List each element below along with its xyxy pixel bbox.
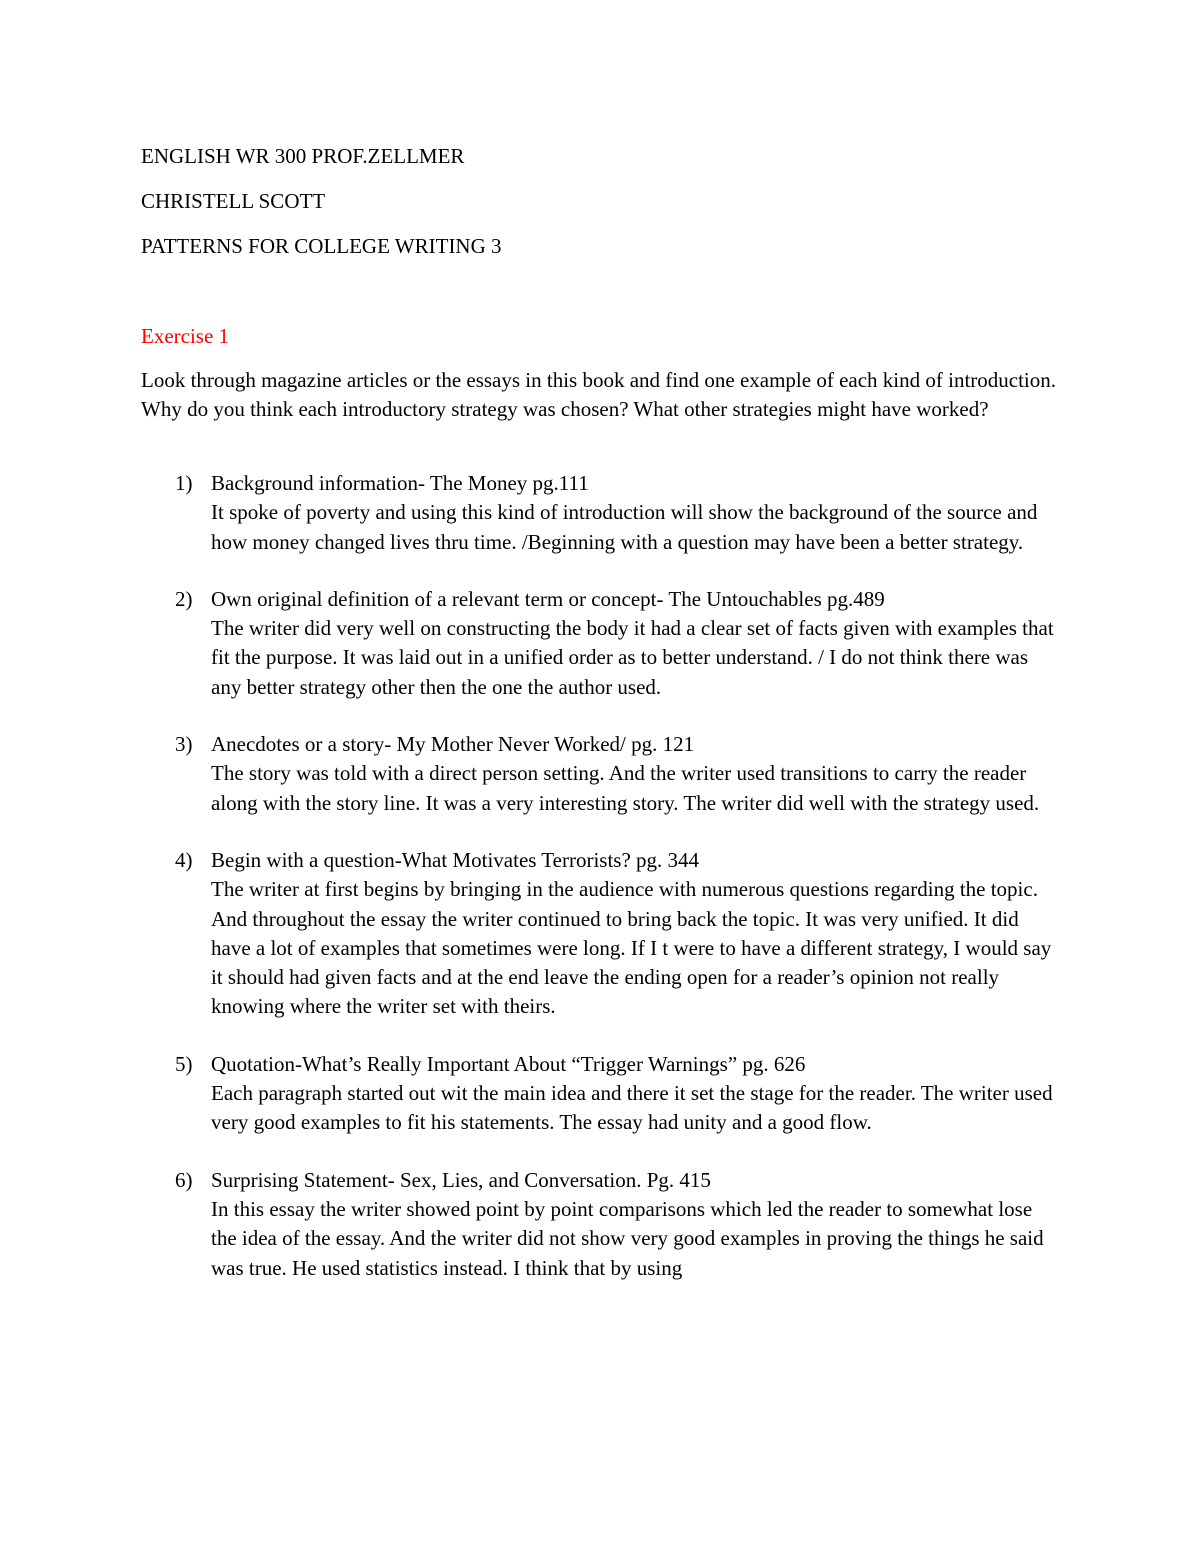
item-number: 4) bbox=[175, 847, 193, 872]
item-body: In this essay the writer showed point by point comparisons which led the reader to somewhat lose the idea of the essay. And the writer did not show very good examples in proving the things he said was true. He used statistics instead. I think that by using bbox=[211, 1196, 1044, 1280]
item-number: 1) bbox=[175, 471, 193, 495]
list-item bbox=[141, 585, 1061, 702]
item-heading: Quotation-What’s Really Important About “Trigger Warnings” pg. 626 bbox=[211, 1051, 806, 1076]
course-header: ENGLISH WR 300 PROF.ZELLMER bbox=[141, 144, 465, 168]
item-heading: Background information- The Money pg.111 bbox=[211, 471, 589, 495]
exercise-title: Exercise 1 bbox=[141, 324, 230, 348]
list-item bbox=[141, 1166, 1061, 1283]
item-number: 5) bbox=[175, 1051, 193, 1076]
item-number: 3) bbox=[175, 732, 193, 757]
item-heading: Begin with a question-What Motivates Terrorists? pg. 344 bbox=[211, 847, 700, 872]
item-body: The writer did very well on constructing the body it had a clear set of facts given with examples that fit the purpose. It was laid out in a unified order as to better understand. / I do not think there was any better strategy other then the one the author used. bbox=[211, 616, 1054, 699]
item-heading: Surprising Statement- Sex, Lies, and Conversation. Pg. 415 bbox=[211, 1167, 711, 1192]
list-item bbox=[141, 469, 1061, 557]
student-name: CHRISTELL SCOTT bbox=[141, 189, 326, 213]
item-heading: Own original definition of a relevant term or concept- The Untouchables pg.489 bbox=[211, 586, 885, 611]
item-body: The story was told with a direct person setting. And the writer used transitions to carry the reader along with the story line. It was a very interesting story. The writer did well with the strategy used. bbox=[211, 761, 1040, 815]
answer-list bbox=[141, 469, 1061, 1311]
item-number: 6) bbox=[175, 1167, 193, 1192]
list-item bbox=[141, 846, 1061, 1022]
item-body: It spoke of poverty and using this kind of introduction will show the background of the source and how money changed lives thru time. /Beginning with a question may have been a better strategy. bbox=[211, 500, 1038, 554]
item-body: The writer at first begins by bringing in the audience with numerous questions regarding the topic. And throughout the essay the writer continued to bring back the topic. It was very unified. It did have a lot of examples that sometimes were long. If I t were to have a different strategy, I would say it should had given facts and at the end leave the ending open for a reader’s opinion not really knowing where the writer set with theirs. bbox=[211, 877, 1052, 1019]
item-number: 2) bbox=[175, 586, 193, 611]
item-heading: Anecdotes or a story- My Mother Never Worked/ pg. 121 bbox=[211, 732, 695, 757]
list-item bbox=[141, 1050, 1061, 1138]
exercise-prompt: Look through magazine articles or the essays in this book and find one example of each kind of introduction. Why do you think each introductory strategy was chosen? What other strategies might have worked? bbox=[141, 368, 1057, 422]
item-body: Each paragraph started out wit the main idea and there it set the stage for the reader. The writer used very good examples to fit his statements. The essay had unity and a good flow. bbox=[211, 1081, 1053, 1135]
list-item bbox=[141, 730, 1061, 818]
book-title: PATTERNS FOR COLLEGE WRITING 3 bbox=[141, 234, 502, 258]
